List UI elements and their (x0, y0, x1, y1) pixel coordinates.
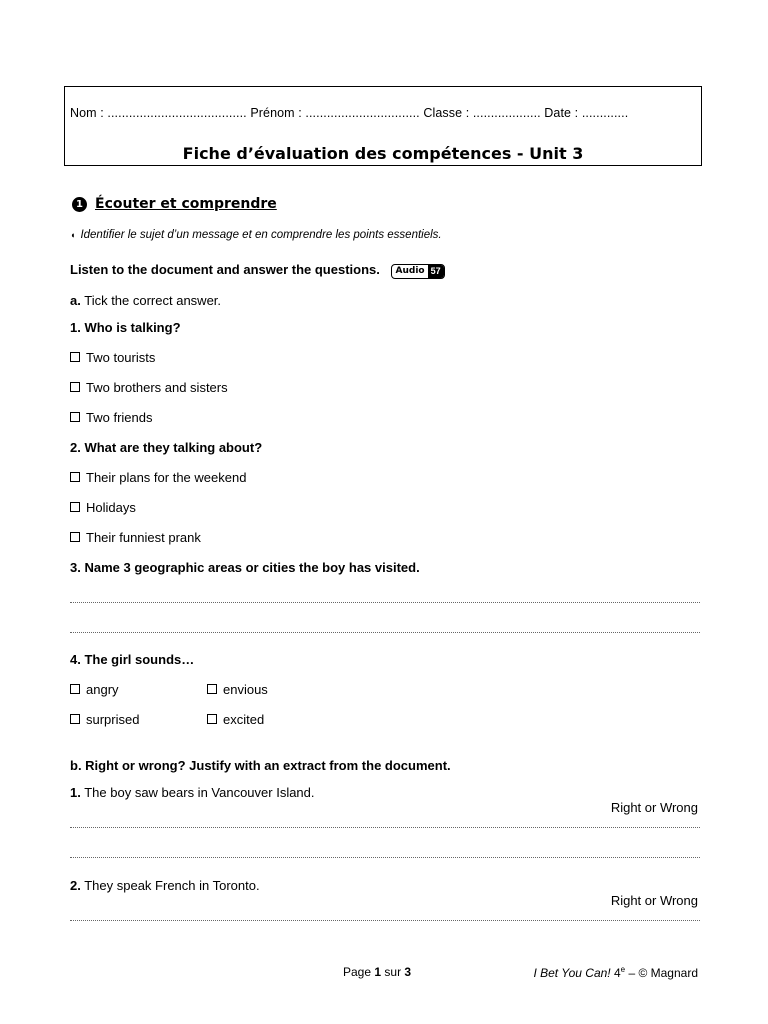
right-or-wrong-choice[interactable]: Right or Wrong (610, 800, 698, 815)
q1-option[interactable]: Two friends (70, 410, 152, 425)
q2-option[interactable]: Their plans for the weekend (70, 470, 246, 485)
checkbox-icon[interactable] (70, 532, 80, 542)
section-title: Écouter et comprendre (95, 196, 277, 212)
sheet-title: Fiche d’évaluation des compétences - Unit 3 (182, 144, 584, 163)
checkbox-icon[interactable] (70, 502, 80, 512)
answer-line[interactable] (70, 827, 700, 828)
listening-instruction (70, 262, 445, 279)
bullet-icon: ◖ (70, 230, 76, 240)
checkbox-icon[interactable] (70, 352, 80, 362)
checkbox-icon[interactable] (207, 684, 217, 694)
answer-line[interactable] (70, 857, 700, 858)
answer-line[interactable] (70, 920, 700, 921)
question-2: 2. What are they talking about? (70, 440, 263, 455)
instruction-text: Listen to the document and answer the questions. (70, 262, 380, 277)
audio-icon: Audio 57 (391, 264, 445, 279)
student-info-fields: Nom : ....................................... Prénom : ................................ Classe : ................... Date : ............. (70, 106, 629, 120)
part-b-title: b. Right or wrong? Justify with an extract from the document. (70, 758, 451, 773)
q1-option[interactable]: Two brothers and sisters (70, 380, 228, 395)
q1-option[interactable]: Two tourists (70, 350, 155, 365)
q4-option[interactable]: envious (207, 682, 268, 697)
copyright-credit: I Bet You Can! 4e – © Magnard (533, 965, 698, 980)
checkbox-icon[interactable] (70, 684, 80, 694)
section-objective (70, 229, 442, 241)
section-heading (72, 196, 277, 212)
checkbox-icon[interactable] (207, 714, 217, 724)
q4-option[interactable]: excited (207, 712, 264, 727)
header-box (64, 86, 702, 166)
objective-text: Identifier le sujet d’un message et en comprendre les points essentiels. (80, 229, 442, 241)
question-3: 3. Name 3 geographic areas or cities the boy has visited. (70, 560, 420, 575)
answer-line[interactable] (70, 632, 700, 633)
part-a-instruction (70, 293, 221, 308)
checkbox-icon[interactable] (70, 412, 80, 422)
question-4: 4. The girl sounds… (70, 652, 195, 667)
book-title: I Bet You Can! (533, 966, 611, 980)
q4-option[interactable]: angry (70, 682, 119, 697)
part-a-label: a. (70, 293, 81, 308)
checkbox-icon[interactable] (70, 714, 80, 724)
part-a-text: Tick the correct answer. (84, 293, 222, 308)
q4-option[interactable]: surprised (70, 712, 139, 727)
section-number-badge: 1 (72, 197, 87, 212)
question-1: 1. Who is talking? (70, 320, 181, 335)
checkbox-icon[interactable] (70, 472, 80, 482)
answer-line[interactable] (70, 602, 700, 603)
q2-option[interactable]: Holidays (70, 500, 136, 515)
statement-1: 1. The boy saw bears in Vancouver Island. (70, 785, 315, 800)
checkbox-icon[interactable] (70, 382, 80, 392)
right-or-wrong-choice[interactable]: Right or Wrong (610, 893, 698, 908)
page-number: Page 1 sur 3 (343, 965, 412, 979)
statement-2: 2. They speak French in Toronto. (70, 878, 260, 893)
q2-option[interactable]: Their funniest prank (70, 530, 201, 545)
